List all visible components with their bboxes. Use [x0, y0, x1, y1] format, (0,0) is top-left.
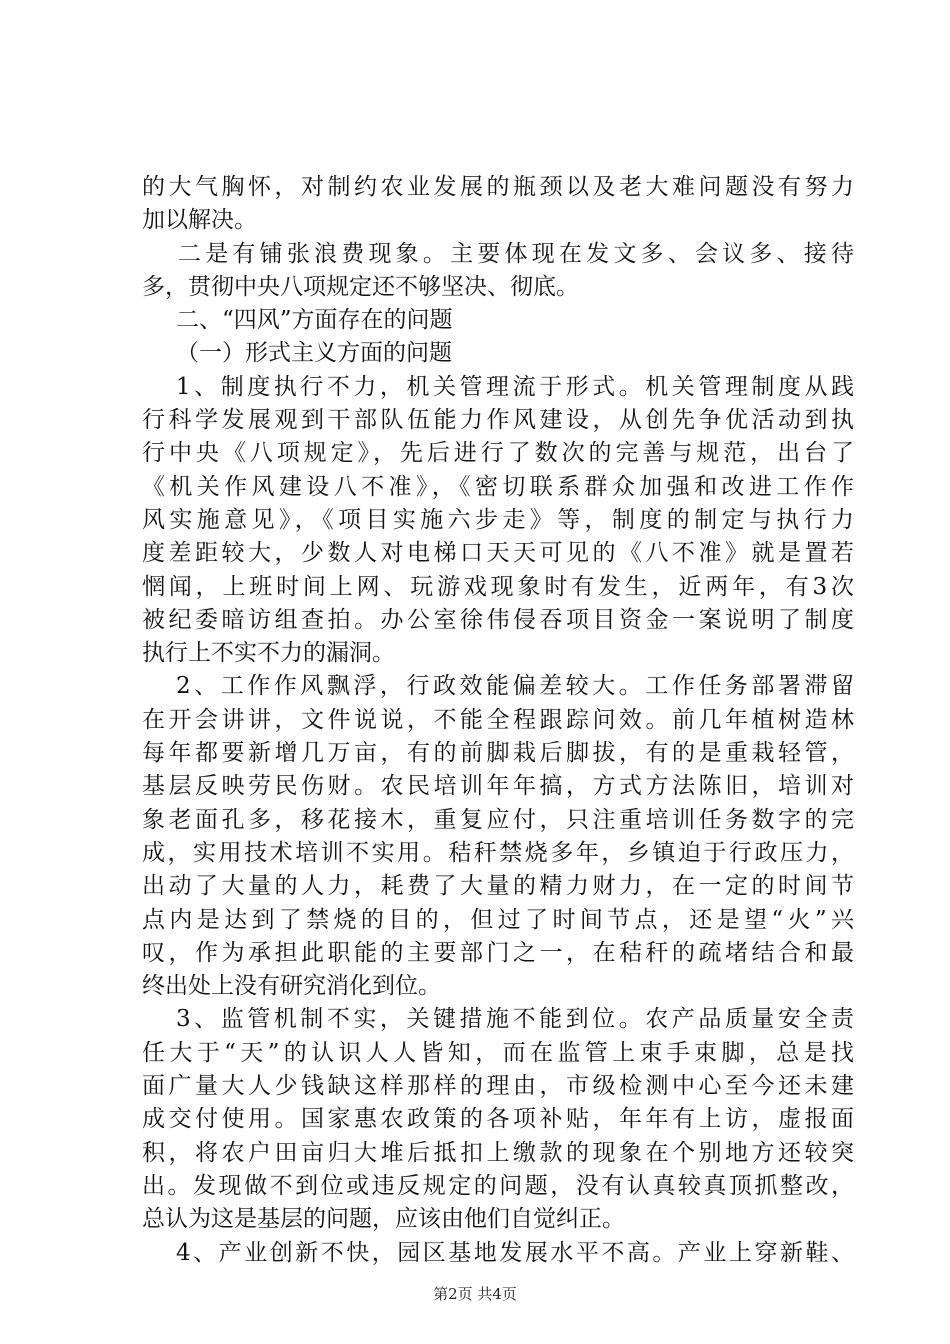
text-line: 行科学发展观到干部队伍能力作风建设，从创先争优活动到执 [142, 407, 854, 434]
text-line: 2、工作作风飘浮，行政效能偏差较大。工作任务部署滞留 [176, 673, 854, 700]
text-line: 风实施意见》，《项目实施六步走》等，制度的制定与执行力 [142, 506, 854, 533]
text-line: 在开会讲讲，文件说说，不能全程跟踪问效。前几年植树造林 [142, 706, 854, 733]
text-line: 执行上不实不力的漏洞。 [142, 640, 395, 667]
text-line: 积，将农户田亩归大堆后抵扣上缴款的现象在个别地方还较突 [142, 1139, 854, 1166]
text-line: 被纪委暗访组查拍。办公室徐伟侵吞项目资金一案说明了制度 [142, 606, 854, 633]
text-line: 终出处上没有研究消化到位。 [142, 973, 441, 1000]
text-line: 的大气胸怀，对制约农业发展的瓶颈以及老大难问题没有努力 [142, 174, 854, 200]
text-line: 加以解决。 [142, 207, 257, 234]
text-line: 每年都要新增几万亩，有的前脚栽后脚拔，有的是重栽轻管， [142, 740, 854, 767]
text-line: 度差距较大，少数人对电梯口天天可见的《八不准》就是置若 [142, 540, 854, 567]
text-line: 3、监管机制不实，关键措施不能到位。农产品质量安全责 [176, 1006, 854, 1033]
text-line: 二是有铺张浪费现象。主要体现在发文多、会议多、接待 [178, 240, 854, 267]
text-line: 1、制度执行不力，机关管理流于形式。机关管理制度从践 [176, 373, 854, 400]
text-line: 惘闻，上班时间上网、玩游戏现象时有发生，近两年，有3次 [142, 573, 854, 600]
text-line: 点内是达到了禁烧的目的，但过了时间节点，还是望“火”兴 [142, 906, 854, 933]
text-line: 多，贯彻中央八项规定还不够坚决、彻底。 [142, 273, 579, 300]
text-line: 面广量大人少钱缺这样那样的理由，市级检测中心至今还未建 [142, 1073, 854, 1100]
text-line: （一）形式主义方面的问题 [176, 340, 452, 367]
page-footer: 第2页 共4页 [433, 1285, 517, 1303]
text-line: 出动了大量的人力，耗费了大量的精力财力，在一定的时间节 [142, 873, 854, 900]
text-line: 叹，作为承担此职能的主要部门之一，在秸秆的疏堵结合和最 [142, 939, 854, 966]
text-line: 象老面孔多，移花接木，重复应付，只注重培训任务数字的完 [142, 806, 854, 833]
text-line: 行中央《八项规定》，先后进行了数次的完善与规范，出台了 [142, 440, 854, 467]
text-line: 《机关作风建设八不准》，《密切联系群众加强和改进工作作 [142, 473, 854, 500]
text-line: 任大于“天”的认识人人皆知，而在监管上束手束脚，总是找 [142, 1039, 854, 1066]
text-line: 出。发现做不到位或违反规定的问题，没有认真较真顶抓整改， [142, 1172, 854, 1199]
text-line: 总认为这是基层的问题，应该由他们自觉纠正。 [142, 1206, 625, 1233]
text-line: 成交付使用。国家惠农政策的各项补贴，年年有上访，虚报面 [142, 1106, 854, 1133]
text-line: 4、产业创新不快，园区基地发展水平不高。产业上穿新鞋、 [176, 1239, 854, 1266]
text-line: 成，实用技术培训不实用。秸秆禁烧多年，乡镇迫于行政压力， [142, 839, 854, 866]
text-line: 二、“四风”方面存在的问题 [176, 307, 453, 334]
document-body [142, 171, 854, 1270]
text-line: 基层反映劳民伤财。农民培训年年搞，方式方法陈旧，培训对 [142, 773, 854, 800]
